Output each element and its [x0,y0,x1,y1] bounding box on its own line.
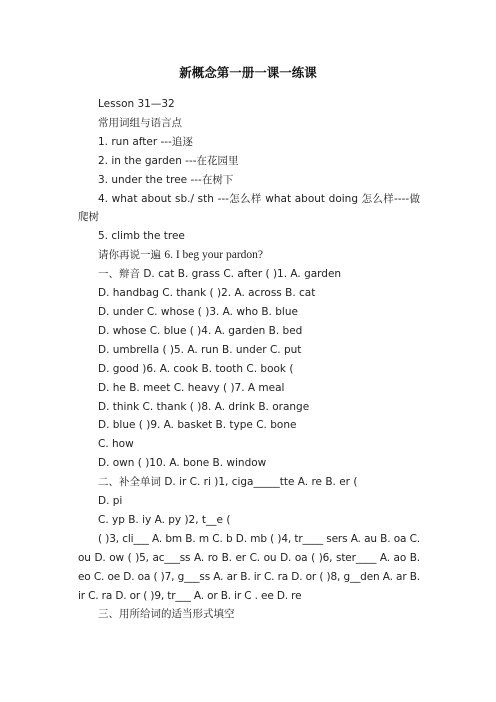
phrase-item: 4. what about sb./ sth ---怎么样 what about doing 怎么样----做爬树 [78,192,420,224]
phrase-item: 1. run after ---追逐 [98,135,193,148]
phrase-item-text: 请你再说一遍 [98,249,165,262]
section-heading-spelling: 二、补全单词 D. ir C. ri )1, ciga_____tte A. re B. er ( [98,476,358,489]
exercise-line: D. think C. thank ( )8. A. drink B. orange [98,400,310,413]
phrase-item: 5. climb the tree [98,230,185,243]
section-heading-phrases: 常用词组与语言点 [98,116,182,129]
exercise-line: C. how [98,438,134,451]
exercise-line: D. umbrella ( )5. A. run B. under C. put [98,343,302,356]
exercise-line: D. he B. meet C. heavy ( )7. A meal [98,381,285,394]
exercise-line: D. blue ( )9. A. basket B. type C. bone [98,419,297,432]
phrase-item-english: 6. I beg your pardon? [164,249,264,262]
exercise-line: D. pi [98,495,123,508]
exercise-paragraph: ( )3, cli___ A. bm B. m C. b D. mb ( )4, tr____ sers A. au B. oa C. ou D. ow ( )5, ac___ss A. ro B. er C. ou D. oa ( )6, ster____ A. ao B. eo C. oe D. oa ( )7, g___ss A. ar B. ir C. ra D. or ( )8, g__den A. ar B. ir C. ra D. or ( )9, tr___ A. or B. ir C . ee D. re [78,532,420,602]
exercise-line: D. under C. whose ( )3. A. who B. blue [98,305,298,318]
phrase-item [78,246,420,265]
exercise-line: D. handbag C. thank ( )2. A. across B. cat [98,287,316,300]
section-heading-fill-in: 三、用所给词的适当形式填空 [98,608,235,621]
phrase-item: 3. under the tree ---在树下 [98,173,234,186]
section-heading-phonetics: 一、辩音 D. cat B. grass C. after ( )1. A. garden [98,268,342,281]
document-title: 新概念第一册一课一练课 [179,65,317,80]
lesson-heading: Lesson 31—32 [98,98,175,110]
document-body [78,95,420,624]
exercise-line: D. whose C. blue ( )4. A. garden B. bed [98,324,303,337]
exercise-line: D. good )6. A. cook B. tooth C. book ( [98,362,294,375]
exercise-line: D. own ( )10. A. bone B. window [98,457,267,470]
phrase-item: 2. in the garden ---在花园里 [98,154,239,167]
exercise-line: C. yp B. iy A. py )2, t__e ( [98,513,231,526]
